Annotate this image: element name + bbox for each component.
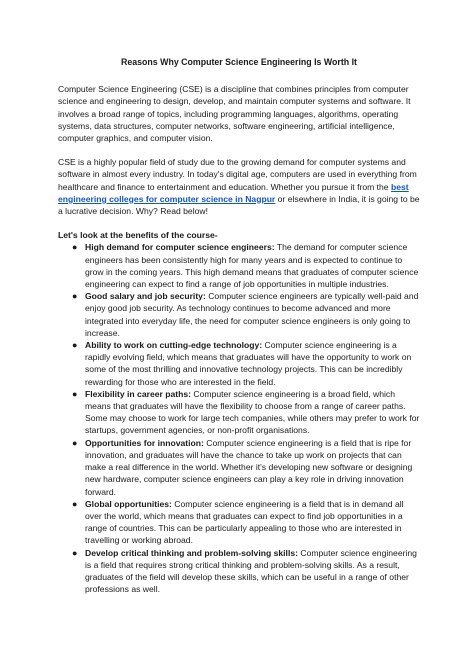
list-item xyxy=(72,498,420,547)
benefit-title: Develop critical thinking and problem-solving skills: xyxy=(85,547,298,558)
demand-paragraph-text-before: CSE is a highly popular field of study due to the growing demand for computer systems and software in almost every industry. In today's digital age, computers are used in everything from healthcare and finance to entertainment and education. Whether you pursue it from the xyxy=(58,157,417,192)
list-item xyxy=(72,241,420,290)
benefit-title: High demand for computer science engineers: xyxy=(85,242,275,253)
list-item xyxy=(72,290,420,339)
document-title: Reasons Why Computer Science Engineering Is Worth It xyxy=(121,57,357,67)
benefit-text: Computer science engineering is a field that is ripe for innovation, and graduates will have the chance to take up work on projects that can make a real difference in the world. Whether it's developing new software or designing new hardware, computer science engineers can play a key role in driving innovation forward. xyxy=(85,437,413,497)
benefits-heading: Let's look at the benefits of the course- xyxy=(58,230,218,241)
demand-paragraph-text-after: or elsewhere in India, it is going to be a lucrative decision. Why? Read below! xyxy=(58,193,420,217)
bullet-icon: ● xyxy=(72,291,78,302)
benefit-title: Opportunities for innovation: xyxy=(85,437,204,448)
benefit-title: Good salary and job security: xyxy=(85,291,206,302)
list-item xyxy=(72,339,420,388)
bullet-icon: ● xyxy=(72,388,78,399)
benefit-text: Computer science engineering is a rapidly evolving field, which means that graduates will have the opportunity to work on some of the most thrilling and innovative technology projects. This can be incredibly rewarding for those who are interested in the field. xyxy=(85,340,412,387)
bullet-icon: ● xyxy=(72,340,78,351)
benefit-text: Computer science engineering is a field that requires strong critical thinking and problem-solving skills. As a result, graduates of the field will develop these skills, which can be useful in a range of other professions as well. xyxy=(85,547,417,595)
bullet-icon: ● xyxy=(72,498,78,509)
bullet-icon: ● xyxy=(72,242,78,253)
demand-paragraph xyxy=(58,156,420,217)
benefits-list xyxy=(58,241,420,595)
benefit-text: Computer science engineers are typically well-paid and enjoy good job security. As technology continues to become advanced and more integrated into everyday life, the need for computer science engineers is only going to increase. xyxy=(85,291,419,338)
benefit-text: The demand for computer science engineers has been consistently high for many years and is expected to continue to grow in the coming years. This high demand means that graduates of computer science engineering can expect to find a range of job opportunities in multiple industries. xyxy=(85,242,419,290)
list-item xyxy=(72,437,420,498)
intro-paragraph: Computer Science Engineering (CSE) is a discipline that combines principles from computer science and engineering to design, develop, and maintain computer systems and software. It involves a broad range of topics, including programming languages, algorithms, operating systems, data structures, computer networks, software engineering, artificial intelligence, computer graphics, and computer vision. xyxy=(58,84,411,144)
list-item xyxy=(72,388,420,437)
benefit-title: Ability to work on cutting-edge technology: xyxy=(85,340,263,351)
document-page xyxy=(58,56,420,595)
benefit-text: Computer science engineering is a broad field, which means that graduates will have the flexibility to choose from a range of career paths. Some may choose to work for large tech companies, while others may prefer to work for startups, government agencies, or non-profit organisations. xyxy=(85,388,420,436)
colleges-link[interactable]: best engineering colleges for computer science in Nagpur xyxy=(58,181,409,204)
list-item xyxy=(72,547,420,596)
benefit-title: Flexibility in career paths: xyxy=(85,388,192,399)
benefit-title: Global opportunities: xyxy=(85,498,172,509)
bullet-icon: ● xyxy=(72,437,78,448)
bullet-icon: ● xyxy=(72,547,78,558)
benefit-text: Computer science engineering is a field that is in demand all over the world, which means that graduates can expect to find job opportunities in a range of countries. This can be particularly appealing to those who are interested in travelling or working abroad. xyxy=(85,498,404,546)
